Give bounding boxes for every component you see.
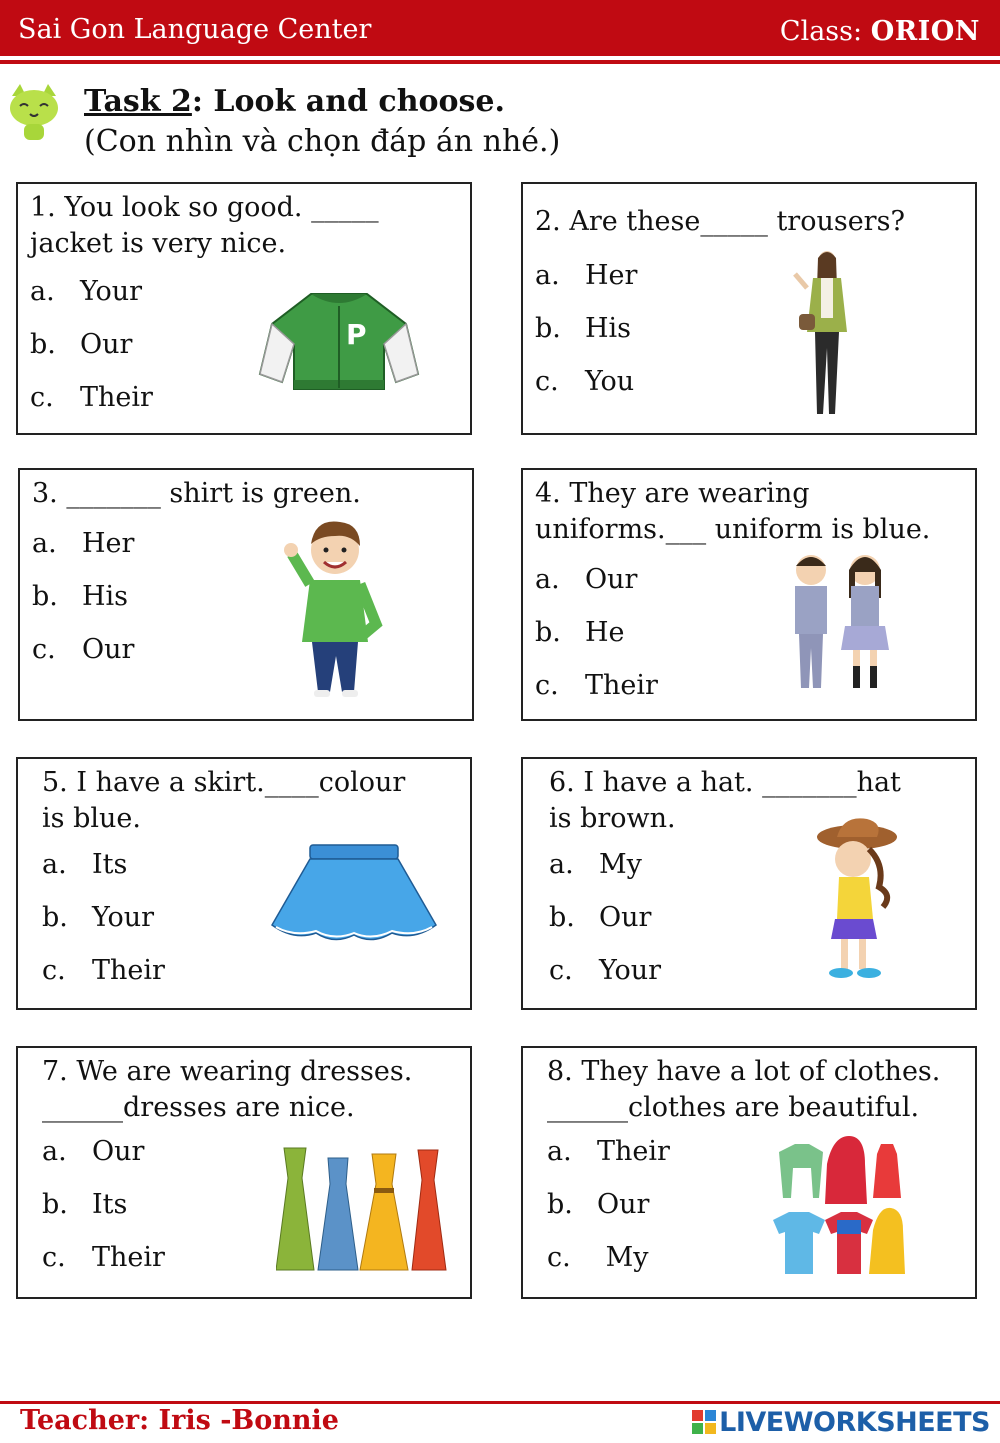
option-letter: a. <box>535 260 560 291</box>
teacher-name: Teacher: Iris -Bonnie <box>20 1405 339 1436</box>
option-letter: a. <box>32 528 57 559</box>
students-icon <box>773 548 903 698</box>
question-text: 1. You look so good. _____ jacket is very nice. <box>30 192 379 259</box>
option-text: Their <box>92 955 165 986</box>
option-text: Her <box>585 260 638 291</box>
option-text: My <box>597 1242 649 1273</box>
question-text: 8. They have a lot of clothes. ______clothes are beautiful. <box>547 1056 941 1123</box>
option-text: Its <box>92 849 128 880</box>
task-label: Task 2 <box>84 84 192 119</box>
option-a[interactable] <box>42 1136 144 1167</box>
option-text: Its <box>92 1189 128 1220</box>
option-b[interactable] <box>535 617 625 648</box>
option-text: Her <box>82 528 135 559</box>
option-a[interactable] <box>32 528 134 559</box>
option-text: Your <box>80 276 143 307</box>
option-text: He <box>585 617 625 648</box>
question-text: 7. We are wearing dresses. ______dresses are nice. <box>42 1056 413 1123</box>
option-c[interactable] <box>549 955 661 986</box>
option-c[interactable] <box>535 670 658 701</box>
question-text: 4. They are wearing uniforms.___ uniform is blue. <box>535 478 931 545</box>
task-instruction: : Look and choose. <box>191 84 505 119</box>
option-text: Their <box>92 1242 165 1273</box>
question-box-7 <box>16 1046 472 1299</box>
footer-line <box>0 1401 1000 1404</box>
option-letter: b. <box>535 313 561 344</box>
option-c[interactable] <box>535 366 634 397</box>
option-b[interactable] <box>547 1189 649 1220</box>
option-a[interactable] <box>535 260 637 291</box>
option-text: Our <box>82 634 135 665</box>
option-letter: b. <box>547 1189 573 1220</box>
option-c[interactable] <box>30 382 153 413</box>
option-text: Our <box>585 564 638 595</box>
option-letter: a. <box>549 849 574 880</box>
option-a[interactable] <box>535 564 637 595</box>
option-letter: a. <box>42 1136 67 1167</box>
option-letter: c. <box>535 366 559 397</box>
question-box-6 <box>521 757 977 1010</box>
option-letter: a. <box>30 276 55 307</box>
svg-text:P: P <box>346 318 367 351</box>
question-box-3 <box>18 468 474 721</box>
clothes-icon <box>769 1134 909 1284</box>
option-text: His <box>82 581 129 612</box>
option-text: Your <box>599 955 662 986</box>
skirt-icon <box>264 841 444 951</box>
girl-hat-icon <box>813 815 913 991</box>
option-text: Our <box>92 1136 145 1167</box>
option-text: Their <box>597 1136 670 1167</box>
option-text: Our <box>80 329 133 360</box>
option-letter: b. <box>32 581 58 612</box>
option-letter: b. <box>535 617 561 648</box>
question-box-1 <box>16 182 472 435</box>
option-letter: b. <box>549 902 575 933</box>
option-a[interactable] <box>30 276 142 307</box>
class-label <box>780 16 980 47</box>
option-c[interactable] <box>32 634 134 665</box>
class-name: ORION <box>870 16 980 47</box>
option-letter: b. <box>30 329 56 360</box>
option-a[interactable] <box>549 849 642 880</box>
option-a[interactable] <box>547 1136 670 1167</box>
option-c[interactable] <box>547 1242 648 1273</box>
option-text: Your <box>92 902 155 933</box>
liveworksheets-brand: LIVEWORKSHEETS <box>719 1406 990 1438</box>
woman-icon <box>785 248 865 420</box>
question-box-2 <box>521 182 977 435</box>
question-text: 3. _______ shirt is green. <box>32 478 361 509</box>
option-b[interactable] <box>549 902 651 933</box>
option-b[interactable] <box>30 329 132 360</box>
option-c[interactable] <box>42 1242 165 1273</box>
option-letter: c. <box>42 1242 66 1273</box>
liveworksheets-logo <box>691 1406 990 1438</box>
option-letter: b. <box>42 902 68 933</box>
question-text: 5. I have a skirt.____colour is blue. <box>42 767 406 834</box>
option-letter: a. <box>42 849 67 880</box>
option-b[interactable] <box>42 902 154 933</box>
question-text: 6. I have a hat. _______hat is brown. <box>549 767 901 834</box>
task-subtitle: (Con nhìn và chọn đáp án nhé.) <box>84 124 561 159</box>
option-letter: c. <box>549 955 573 986</box>
option-letter: b. <box>42 1189 68 1220</box>
option-text: Their <box>585 670 658 701</box>
question-box-5 <box>16 757 472 1010</box>
question-box-8 <box>521 1046 977 1299</box>
task-title <box>84 84 505 119</box>
header-underline <box>0 60 1000 64</box>
header-bar <box>0 0 1000 56</box>
option-text: My <box>599 849 642 880</box>
liveworksheets-logo-icon <box>691 1409 717 1435</box>
option-letter: a. <box>535 564 560 595</box>
option-text: Their <box>80 382 153 413</box>
option-text: His <box>585 313 632 344</box>
option-text: Our <box>597 1189 650 1220</box>
option-letter: c. <box>30 382 54 413</box>
option-b[interactable] <box>535 313 631 344</box>
jacket-icon <box>256 284 422 394</box>
dresses-icon <box>276 1144 460 1274</box>
option-b[interactable] <box>32 581 128 612</box>
option-c[interactable] <box>42 955 165 986</box>
option-letter: a. <box>547 1136 572 1167</box>
cat-mascot-icon <box>4 82 64 142</box>
boy-icon <box>280 514 390 704</box>
option-a[interactable] <box>42 849 127 880</box>
option-letter: c. <box>32 634 56 665</box>
option-letter: c. <box>535 670 559 701</box>
class-label-text: Class: <box>779 16 863 47</box>
option-letter: c. <box>42 955 66 986</box>
question-text: 2. Are these_____ trousers? <box>535 206 905 237</box>
center-name: Sai Gon Language Center <box>18 14 372 45</box>
option-text: Our <box>599 902 652 933</box>
question-box-4 <box>521 468 977 721</box>
option-b[interactable] <box>42 1189 127 1220</box>
option-text: You <box>585 366 635 397</box>
option-letter: c. <box>547 1242 571 1273</box>
